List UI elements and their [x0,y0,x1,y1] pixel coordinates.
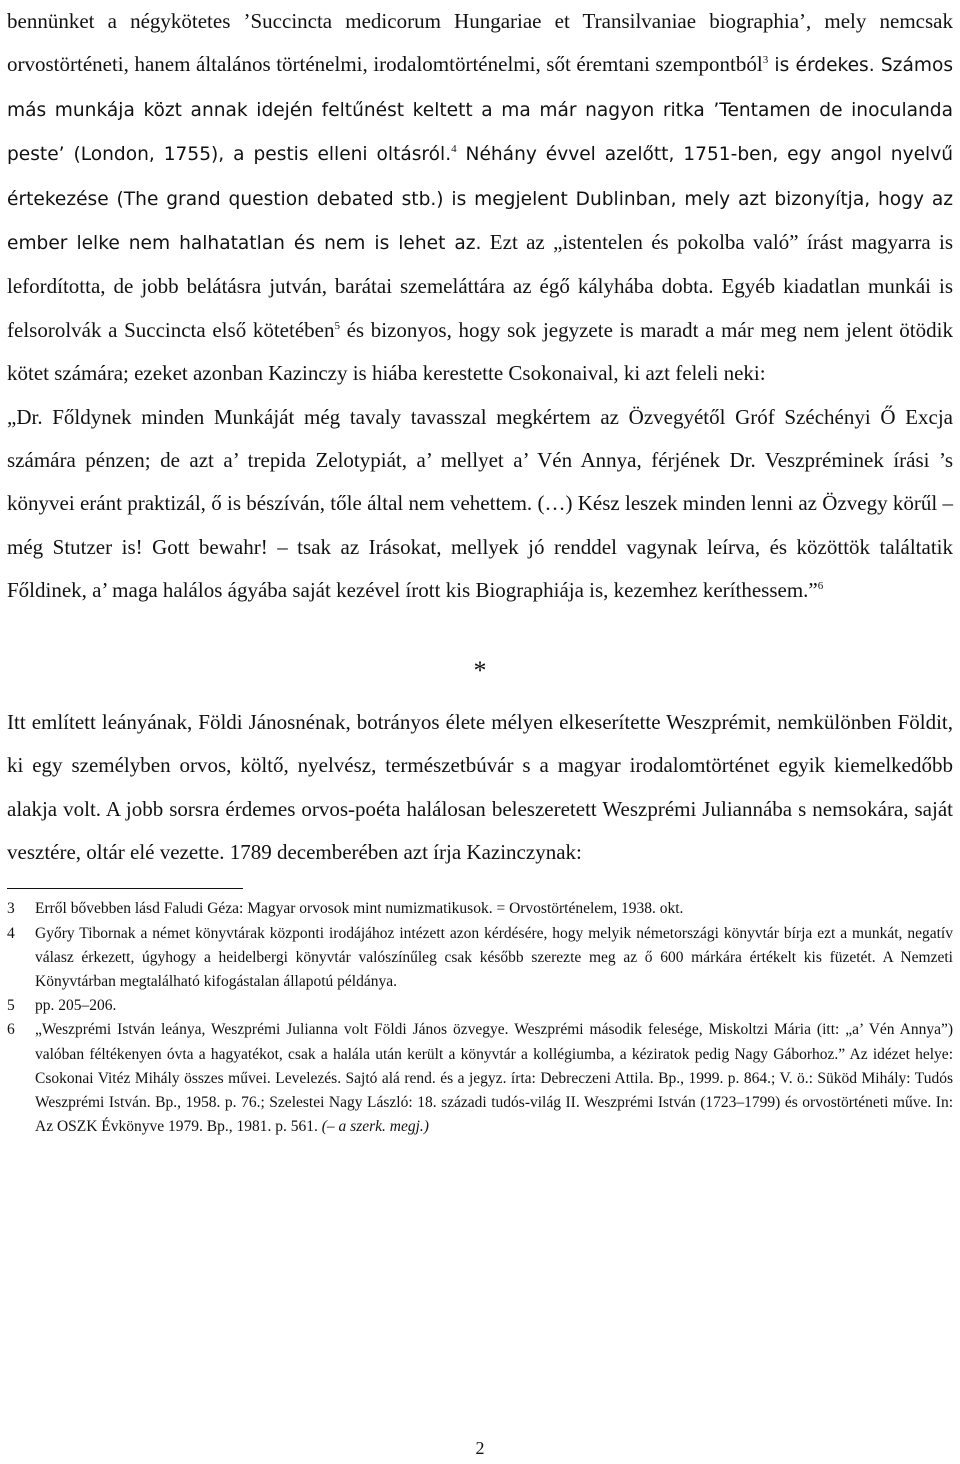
quote-block [7,396,953,613]
footnote-4 [7,922,953,995]
footnote-ref-3[interactable]: 3 [762,54,769,67]
footnote-text: Erről bővebben lásd Faludi Géza: Magyar orvosok mint numizmatikusok. = Orvostörténelem, 1938. okt. [35,900,684,918]
footnote-text [35,1018,953,1139]
footnote-3 [7,897,953,921]
paragraph-1 [7,0,953,396]
footnote-number: 4 [7,924,15,942]
paragraph-1-part-b: is érdekes. Számos más munkája közt annak idején feltűnést keltett a ma már nagyon ritka ’Tentamen de inoculanda peste’ (London, 1755), a pestis elleni oltásról. [7,55,954,166]
paragraph-1-part-a: bennünket a négykötetes ’Succincta medicorum Hungariae et Transilvaniae biographia’, mely nemcsak orvostörténeti, hanem általános történelmi, irodalomtörténelmi, sőt éremtani szempontból [7,9,953,77]
paragraph-2: Itt említett leányának, Földi Jánosnénak, botrányos élete mélyen elkeserítette Weszprémit, nemkülönben Földit, ki egy személyben orvos, költő, nyelvész, természetbúvár s a magyar irodalomtörténet egyik kiemelkedőbb alakja volt. A jobb sorsra érdemes orvos-poéta halálosan beleszeretett Weszprémi Juliannába s nemsokára, saját vesztére, oltár elé vezette. 1789 decemberében azt írja Kazinczynak: [7,709,953,864]
section-separator: * [473,655,487,685]
footnote-number: 6 [7,1021,15,1039]
editor-note: (– a szerk. megj.) [321,1118,429,1136]
footnote-number: 3 [7,900,15,918]
footnote-ref-4[interactable]: 4 [451,143,457,156]
quote-text: „Dr. Főldynek minden Munkáját még tavaly tavasszal megkértem az Özvegyétől Gróf Széchényi Ő Excja számára pénzen; de azt a’ trepida Zelotypiát, a’ mellyet a’ Vén Annya, férjének Dr. Veszpréminek írási ’s könyvei eránt praktizál, ő is bészíván, tőle által nem vehettem. (…) Kész leszek minden lenni az Özvegy körűl – még Stutzer is! Gott bewahr! – tsak az Irásokat, mellyek jó renddel vagynak leírva, és közöttök találtatik Főldinek, a’ maga halálos ágyába saját kezével írott kis Biographiája is, kezemhez keríthessem.” [7,404,953,603]
footnote-text: pp. 205–206. [35,997,117,1015]
footnote-6 [7,1018,953,1139]
main-text [7,0,953,613]
footnote-6-body: „Weszprémi István leánya, Weszprémi Julianna volt Földi János özvegye. Weszprémi második felesége, Miskoltzi Mária (itt: „a’ Vén Annya”) valóban féltékenyen óvta a hagyatékot, csak a halála után került a könyvtár a kollégiumba, a kéziratok pedig Nagy Gáborhoz.” Az idézet helye: Csokonai Vitéz Mihály összes művei. Levelezés. Sajtó alá rend. és a jegyz. írta: Debreczeni Attila. Bp., 1999. p. 864.; V. ö.: Süköd Mihály: Tudós Weszprémi István. Bp., 1958. p. 76.; Szelestei Nagy László: 18. századi tudós-világ II. Weszprémi István (1723–1799) és orvostörténeti műve. In: Az OSZK Évkönyve 1979. Bp., 1981. p. 561. [35,1021,953,1136]
footnote-5 [7,994,953,1018]
footnote-number: 5 [7,997,15,1015]
main-text-2 [7,701,953,875]
paragraph-1-part-c: Néhány évvel azelőtt, 1751-ben, egy angol nyelvű értekezése (The grand question debated stb.) is megjelent Dublinban, mely azt bizonyítja, hogy az ember lelke nem halhatatlan és nem is lehet az. [7,144,953,255]
footnote-ref-5[interactable]: 5 [334,319,340,332]
page-number: 2 [475,1438,485,1458]
paragraph-1-part-e: és bizonyos, hogy sok jegyzete is maradt a már meg nem jelent ötödik kötet számára; ezeket azonban Kazinczy is hiába kerestette Csokonaival, ki azt feleli neki: [7,317,953,386]
document-page [7,0,953,1139]
footnote-divider [7,888,243,889]
paragraph-1-part-d: Ezt az „istentelen és pokolba való” írást magyarra is lefordította, de jobb belátásra jutván, barátai szemeláttára az égő kályhába dobta. Egyéb kiadatlan munkái is felsorolvák a Succincta első kötetében [7,230,954,342]
footnotes [7,897,953,1139]
footnote-ref-6[interactable]: 6 [817,580,824,593]
footnote-text: Győry Tibornak a német könyvtárak központi irodájához intézett azon kérdésére, hogy melyik németországi könyvtár bírja ezt a munkát, negatív válasz érkezett, úgyhogy a heidelbergi könyvtár valószínűleg csak később szerezte meg az ő 600 márkára értékelt kis füzetét. A Nemzeti Könyvtárban megtalálható kifogástalan állapotú példánya. [35,924,953,990]
